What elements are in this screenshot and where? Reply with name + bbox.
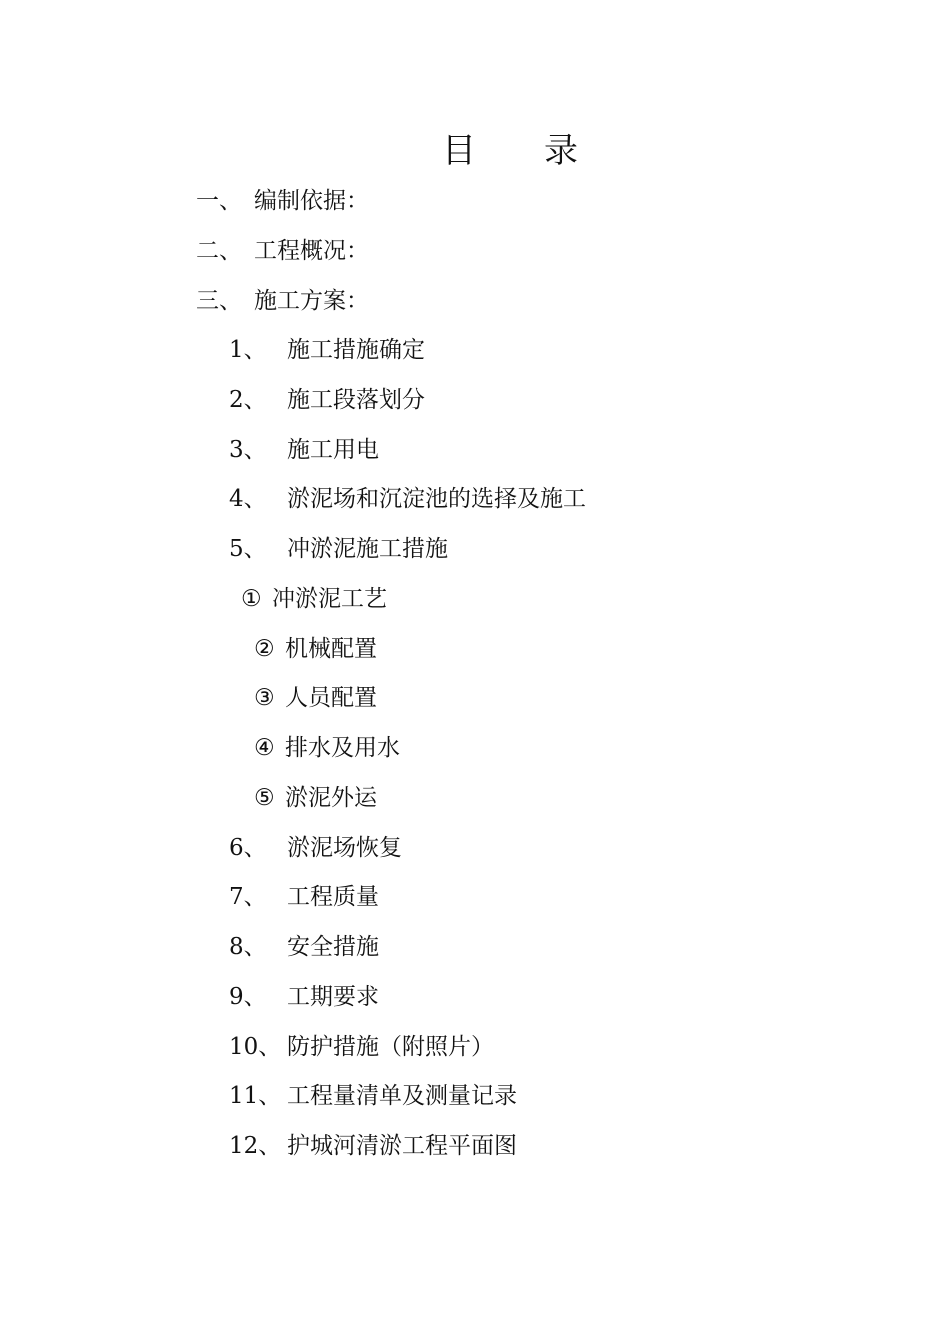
toc-subitem-number: ④ xyxy=(254,735,275,761)
toc-item xyxy=(229,823,402,873)
toc-item xyxy=(229,524,448,574)
toc-item-label: 护城河清淤工程平面图 xyxy=(287,1133,517,1159)
toc-item-number: 6、 xyxy=(229,835,267,861)
toc-item-number: 2、 xyxy=(229,387,267,413)
toc-subitem-number: ⑤ xyxy=(254,785,275,811)
toc-item xyxy=(229,1071,517,1121)
toc-title xyxy=(442,128,578,174)
toc-section-label: 施工方案： xyxy=(254,288,369,314)
toc-item xyxy=(229,922,379,972)
toc-item-label: 施工用电 xyxy=(287,437,379,463)
toc-item-number: 7、 xyxy=(229,884,267,910)
toc-subitem-label: 淤泥外运 xyxy=(285,785,377,811)
toc-item xyxy=(229,972,379,1022)
toc-item-label: 冲淤泥施工措施 xyxy=(287,536,448,562)
toc-item xyxy=(229,474,586,524)
toc-subitem xyxy=(254,624,377,674)
toc-subitem-number: ③ xyxy=(254,685,275,711)
toc-subitem-label: 冲淤泥工艺 xyxy=(272,586,387,612)
toc-section-label: 编制依据： xyxy=(254,188,369,214)
toc-item-label: 施工段落划分 xyxy=(287,387,425,413)
toc-item-label: 淤泥场和沉淀池的选择及施工 xyxy=(287,486,586,512)
toc-subitem-number: ① xyxy=(241,586,262,612)
toc-section-number: 一、 xyxy=(196,188,242,214)
toc-item-number: 12、 xyxy=(229,1133,282,1159)
toc-section xyxy=(196,176,369,226)
toc-section-number: 二、 xyxy=(196,238,242,264)
toc-section xyxy=(196,226,369,276)
toc-item-number: 1、 xyxy=(229,337,267,363)
toc-subitem xyxy=(241,574,387,624)
toc-item-number: 5、 xyxy=(229,536,267,562)
toc-subitem-label: 人员配置 xyxy=(285,685,377,711)
toc-item-label: 淤泥场恢复 xyxy=(287,835,402,861)
toc-section xyxy=(196,276,369,326)
toc-subitem-number: ② xyxy=(254,636,275,662)
toc-item xyxy=(229,375,425,425)
toc-title-char-2: 录 xyxy=(544,131,578,171)
toc-item-label: 安全措施 xyxy=(287,934,379,960)
toc-item xyxy=(229,1022,494,1072)
toc-section-label: 工程概况： xyxy=(254,238,369,264)
toc-subitem xyxy=(254,673,377,723)
toc-item-label: 防护措施（附照片） xyxy=(287,1034,494,1060)
toc-subitem-label: 机械配置 xyxy=(285,636,377,662)
toc-item-label: 工期要求 xyxy=(287,984,379,1010)
toc-item-number: 11、 xyxy=(229,1083,282,1109)
toc-item-number: 4、 xyxy=(229,486,267,512)
toc-item-number: 3、 xyxy=(229,437,267,463)
toc-item xyxy=(229,325,425,375)
toc-item-label: 施工措施确定 xyxy=(287,337,425,363)
toc-item-label: 工程量清单及测量记录 xyxy=(287,1083,517,1109)
toc-item xyxy=(229,1121,517,1171)
toc-section-number: 三、 xyxy=(196,288,242,314)
toc-title-char-1: 目 xyxy=(442,131,476,171)
toc-item-number: 9、 xyxy=(229,984,267,1010)
toc-item xyxy=(229,425,379,475)
toc-item-number: 8、 xyxy=(229,934,267,960)
toc-subitem xyxy=(254,773,377,823)
toc-item-number: 10、 xyxy=(229,1034,282,1060)
toc-subitem xyxy=(254,723,400,773)
toc-item-label: 工程质量 xyxy=(287,884,379,910)
toc-item xyxy=(229,872,379,922)
toc-subitem-label: 排水及用水 xyxy=(285,735,400,761)
